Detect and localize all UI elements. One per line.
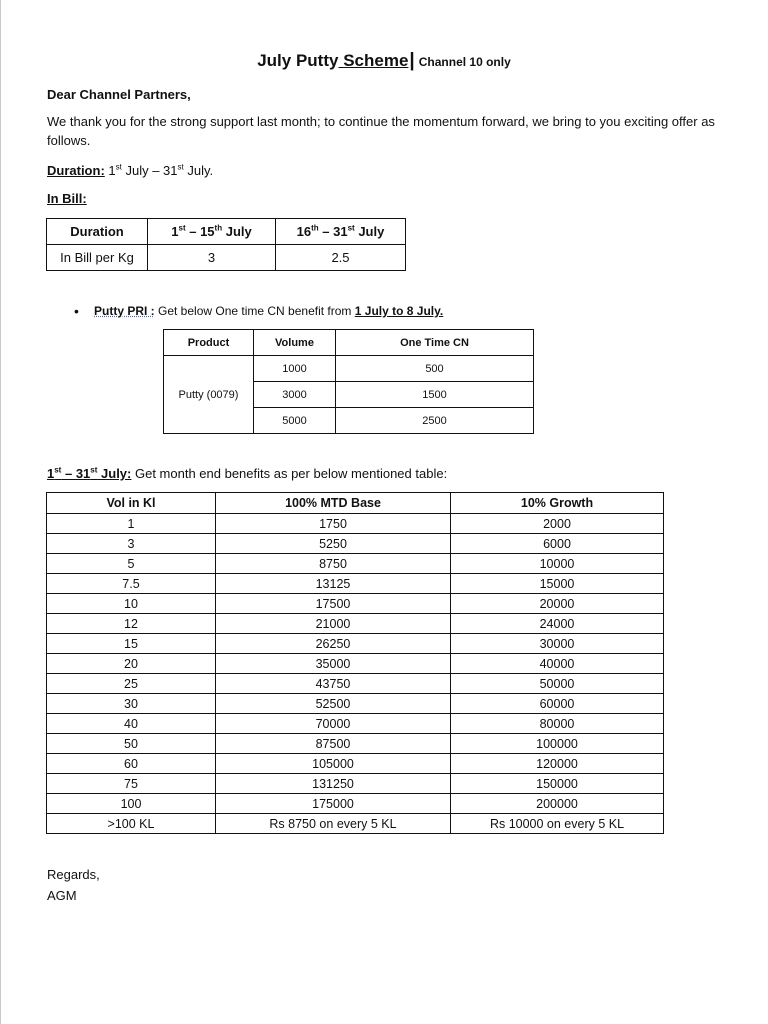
table-cell: 8750 [216, 554, 451, 574]
table-cell: 15000 [451, 574, 664, 594]
table-row: In Bill per Kg 3 2.5 [47, 245, 406, 271]
table-cell: Rs 8750 on every 5 KL [216, 814, 451, 834]
table-cell: 1750 [216, 514, 451, 534]
intro-paragraph: We thank you for the strong support last month; to continue the momentum forward, we bring to you exciting offer as follows. [47, 114, 715, 148]
table-cell: 50000 [451, 674, 664, 694]
table-cell: 40000 [451, 654, 664, 674]
table-cell: >100 KL [47, 814, 216, 834]
table-cell: 43750 [216, 674, 451, 694]
table-cell: 52500 [216, 694, 451, 714]
table-row: 3000 1500 [164, 382, 534, 408]
table-cell: 3 [47, 534, 216, 554]
mtd-table [46, 492, 664, 834]
table-cell: 35000 [216, 654, 451, 674]
bullet-icon: • [74, 303, 79, 319]
table-header-row [47, 219, 406, 245]
table-row [47, 514, 664, 534]
table-row [47, 814, 664, 834]
month-end-period: 1st – 31st July: [47, 465, 132, 481]
product-cell: Putty (0079) [164, 356, 254, 434]
cn-period: 1 July to 8 July. [354, 304, 444, 318]
table-row [47, 634, 664, 654]
month-end-line: 1st – 31st July: Get month end benefits as per below mentioned table: [47, 465, 448, 481]
table-cell: 40 [47, 714, 216, 734]
duration-label: Duration: [47, 163, 105, 178]
header-duration: Duration [47, 219, 148, 245]
table-cell: 5 [47, 554, 216, 574]
regards: Regards, [47, 867, 100, 882]
table-cell: 100 [47, 794, 216, 814]
table-cell: 131250 [216, 774, 451, 794]
table-row [47, 594, 664, 614]
table-cell: 87500 [216, 734, 451, 754]
table-cell: 17500 [216, 594, 451, 614]
table-cell: 60 [47, 754, 216, 774]
cn-table [163, 329, 534, 434]
table-row: Putty (0079) 1000 500 [164, 356, 534, 382]
table-row [47, 574, 664, 594]
table-cell: 80000 [451, 714, 664, 734]
table-cell: 13125 [216, 574, 451, 594]
table-cell: 70000 [216, 714, 451, 734]
table-header-row [47, 493, 664, 514]
table-row [47, 754, 664, 774]
table-cell: 15 [47, 634, 216, 654]
table-cell: 12 [47, 614, 216, 634]
table-cell: 1 [47, 514, 216, 534]
signature: AGM [47, 888, 77, 903]
table-cell: 120000 [451, 754, 664, 774]
header-second-half: 16th – 31st July [276, 219, 406, 245]
mtd-table-body [47, 514, 664, 834]
greeting: Dear Channel Partners, [47, 87, 191, 102]
table-cell: 175000 [216, 794, 451, 814]
table-cell: 25 [47, 674, 216, 694]
table-cell: 30 [47, 694, 216, 714]
table-cell: 10 [47, 594, 216, 614]
table-row: 5000 2500 [164, 408, 534, 434]
table-cell: 100000 [451, 734, 664, 754]
table-cell: 20 [47, 654, 216, 674]
table-cell: 21000 [216, 614, 451, 634]
table-row [47, 774, 664, 794]
table-cell: 200000 [451, 794, 664, 814]
table-row [47, 614, 664, 634]
table-cell: 2000 [451, 514, 664, 534]
table-header-row: Product Volume One Time CN [164, 330, 534, 356]
table-cell: 20000 [451, 594, 664, 614]
table-cell: 10000 [451, 554, 664, 574]
table-row [47, 714, 664, 734]
table-cell: 30000 [451, 634, 664, 654]
header-first-half: 1st – 15th July [148, 219, 276, 245]
document-title [0, 50, 768, 72]
table-cell: 24000 [451, 614, 664, 634]
table-row [47, 654, 664, 674]
title-main-b: Scheme [338, 51, 409, 70]
table-row [47, 554, 664, 574]
title-bar: | [409, 50, 415, 71]
putty-pri-line: Putty PRI : Get below One time CN benefit from 1 July to 8 July. [94, 304, 444, 318]
table-cell: 105000 [216, 754, 451, 774]
header-vol: Vol in Kl [47, 493, 216, 514]
table-cell: 6000 [451, 534, 664, 554]
table-row [47, 694, 664, 714]
table-cell: 50 [47, 734, 216, 754]
table-row [47, 534, 664, 554]
table-row [47, 734, 664, 754]
page-edge [0, 0, 1, 1024]
table-row [47, 794, 664, 814]
table-cell: 75 [47, 774, 216, 794]
title-main-a: July Putty [257, 51, 339, 70]
putty-pri-label: Putty PRI : [94, 304, 155, 318]
table-cell: 5250 [216, 534, 451, 554]
inbill-heading: In Bill: [47, 191, 87, 206]
table-row [47, 674, 664, 694]
table-cell: Rs 10000 on every 5 KL [451, 814, 664, 834]
table-cell: 150000 [451, 774, 664, 794]
duration-line: Duration: 1st July – 31st July. [47, 162, 214, 178]
header-growth: 10% Growth [451, 493, 664, 514]
table-cell: 7.5 [47, 574, 216, 594]
header-mtd: 100% MTD Base [216, 493, 451, 514]
table-cell: 26250 [216, 634, 451, 654]
inbill-table [46, 218, 406, 271]
table-cell: 60000 [451, 694, 664, 714]
title-subtitle: Channel 10 only [418, 55, 511, 69]
